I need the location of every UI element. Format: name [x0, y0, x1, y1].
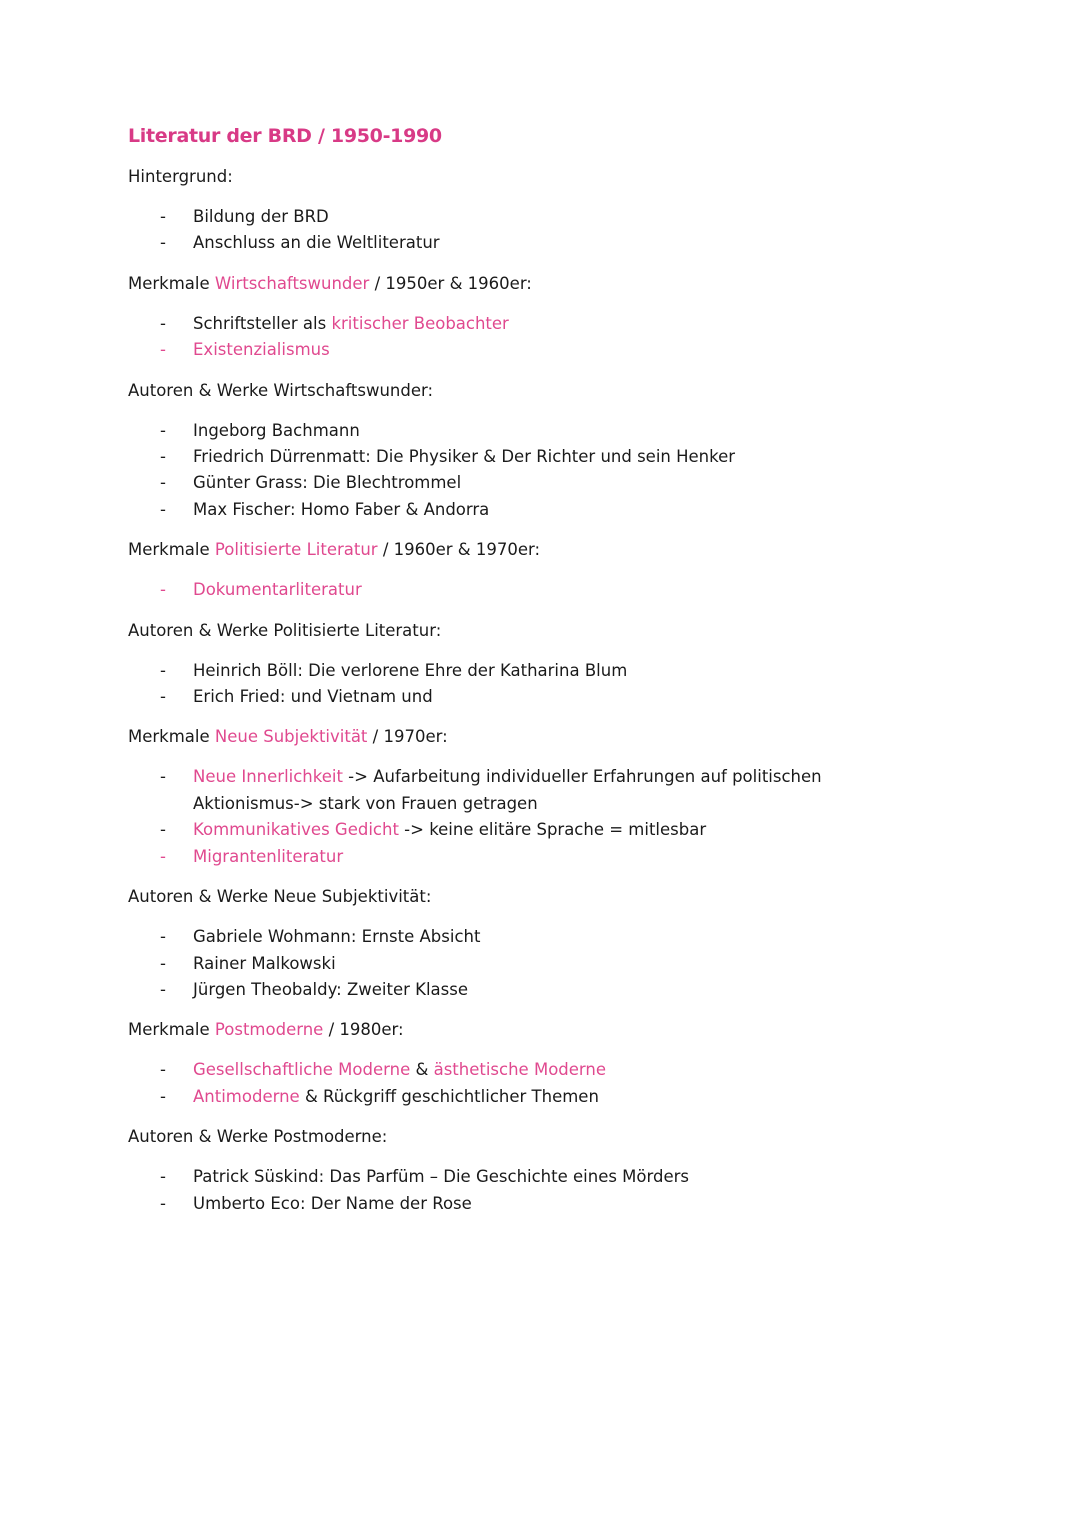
- section-heading-autoren-wirtschaftswunder: Autoren & Werke Wirtschaftswunder:: [128, 380, 434, 400]
- autoren-postmoderne-list: [128, 1164, 1008, 1217]
- bullet-dash: -: [160, 1167, 166, 1187]
- document-page: [128, 122, 1008, 1217]
- list-item: - Heinrich Böll: Die verlorene Ehre der Katharina Blum: [128, 658, 1008, 684]
- list-item: - Günter Grass: Die Blechtrommel: [128, 470, 1008, 496]
- section-heading-autoren-neue-subjektivitaet: Autoren & Werke Neue Subjektivität:: [128, 887, 432, 907]
- bullet-dash: -: [160, 767, 166, 787]
- bullet-dash: -: [160, 820, 166, 840]
- section-heading-merkmale-politisierte-literatur: Merkmale Politisierte Literatur / 1960er & 1970er:: [128, 540, 541, 560]
- autoren-neue-subjektivitaet-list: [128, 924, 1008, 1003]
- list-item: - Jürgen Theobaldy: Zweiter Klasse: [128, 977, 1008, 1003]
- list-item: - Kommunikatives Gedicht -> keine elitäre Sprache = mitlesbar: [128, 817, 1008, 843]
- list-item: - Rainer Malkowski: [128, 951, 1008, 977]
- bullet-dash: -: [160, 979, 166, 999]
- bullet-dash: -: [160, 473, 166, 493]
- list-item: - Migrantenliteratur: [128, 844, 1008, 870]
- bullet-dash: -: [160, 660, 166, 680]
- merkmale-neue-subjektivitaet-list: [128, 764, 1008, 870]
- list-item: - Antimoderne & Rückgriff geschichtlicher Themen: [128, 1084, 1008, 1110]
- section-heading-merkmale-postmoderne: Merkmale Postmoderne / 1980er:: [128, 1020, 404, 1040]
- list-item: - Gabriele Wohmann: Ernste Absicht: [128, 924, 1008, 950]
- bullet-dash: -: [160, 207, 166, 226]
- bullet-dash: -: [160, 420, 166, 440]
- list-item: - Gesellschaftliche Moderne & ästhetische Moderne: [128, 1057, 1008, 1083]
- bullet-dash: -: [160, 1060, 166, 1080]
- list-item: - Friedrich Dürrenmatt: Die Physiker & Der Richter und sein Henker: [128, 444, 1008, 470]
- merkmale-politisierte-literatur-list: [128, 577, 1008, 603]
- bullet-dash: -: [160, 580, 166, 600]
- section-heading-autoren-postmoderne: Autoren & Werke Postmoderne:: [128, 1127, 388, 1147]
- bullet-dash: -: [160, 687, 166, 707]
- list-item: - Ingeborg Bachmann: [128, 418, 1008, 444]
- list-item: - Schriftsteller als kritischer Beobachter: [128, 311, 1008, 337]
- bullet-dash: -: [160, 846, 166, 866]
- bullet-dash: -: [160, 340, 166, 360]
- list-item: - Existenzialismus: [128, 337, 1008, 363]
- bullet-dash: -: [160, 499, 166, 519]
- list-item: - Bildung der BRD: [128, 204, 1008, 230]
- page-title: Literatur der BRD / 1950-1990: [128, 125, 442, 147]
- bullet-dash: -: [160, 447, 166, 467]
- list-item: - Erich Fried: und Vietnam und: [128, 684, 1008, 710]
- list-item: - Patrick Süskind: Das Parfüm – Die Geschichte eines Mörders: [128, 1164, 1008, 1190]
- bullet-dash: -: [160, 313, 166, 333]
- bullet-dash: -: [160, 953, 166, 973]
- autoren-politisierte-literatur-list: [128, 658, 1008, 711]
- bullet-dash: -: [160, 1086, 166, 1106]
- section-heading-merkmale-neue-subjektivitaet: Merkmale Neue Subjektivität / 1970er:: [128, 727, 448, 747]
- list-item: - Max Fischer: Homo Faber & Andorra: [128, 497, 1008, 523]
- bullet-dash: -: [160, 927, 166, 947]
- list-item: - Dokumentarliteratur: [128, 577, 1008, 603]
- section-heading-hintergrund: Hintergrund:: [128, 167, 233, 186]
- section-heading-autoren-politisierte-literatur: Autoren & Werke Politisierte Literatur:: [128, 620, 442, 640]
- autoren-wirtschaftswunder-list: [128, 418, 1008, 524]
- list-item: - Neue Innerlichkeit -> Aufarbeitung individueller Erfahrungen auf politischen Aktionismus-> stark von Frauen getragen: [128, 764, 928, 817]
- bullet-dash: -: [160, 1193, 166, 1213]
- merkmale-wirtschaftswunder-list: [128, 311, 1008, 364]
- hintergrund-list: [128, 204, 1008, 257]
- section-heading-merkmale-wirtschaftswunder: Merkmale Wirtschaftswunder / 1950er & 1960er:: [128, 273, 532, 293]
- list-item: - Umberto Eco: Der Name der Rose: [128, 1191, 1008, 1217]
- merkmale-postmoderne-list: [128, 1057, 1008, 1110]
- bullet-dash: -: [160, 233, 166, 253]
- list-item: - Anschluss an die Weltliteratur: [128, 230, 1008, 256]
